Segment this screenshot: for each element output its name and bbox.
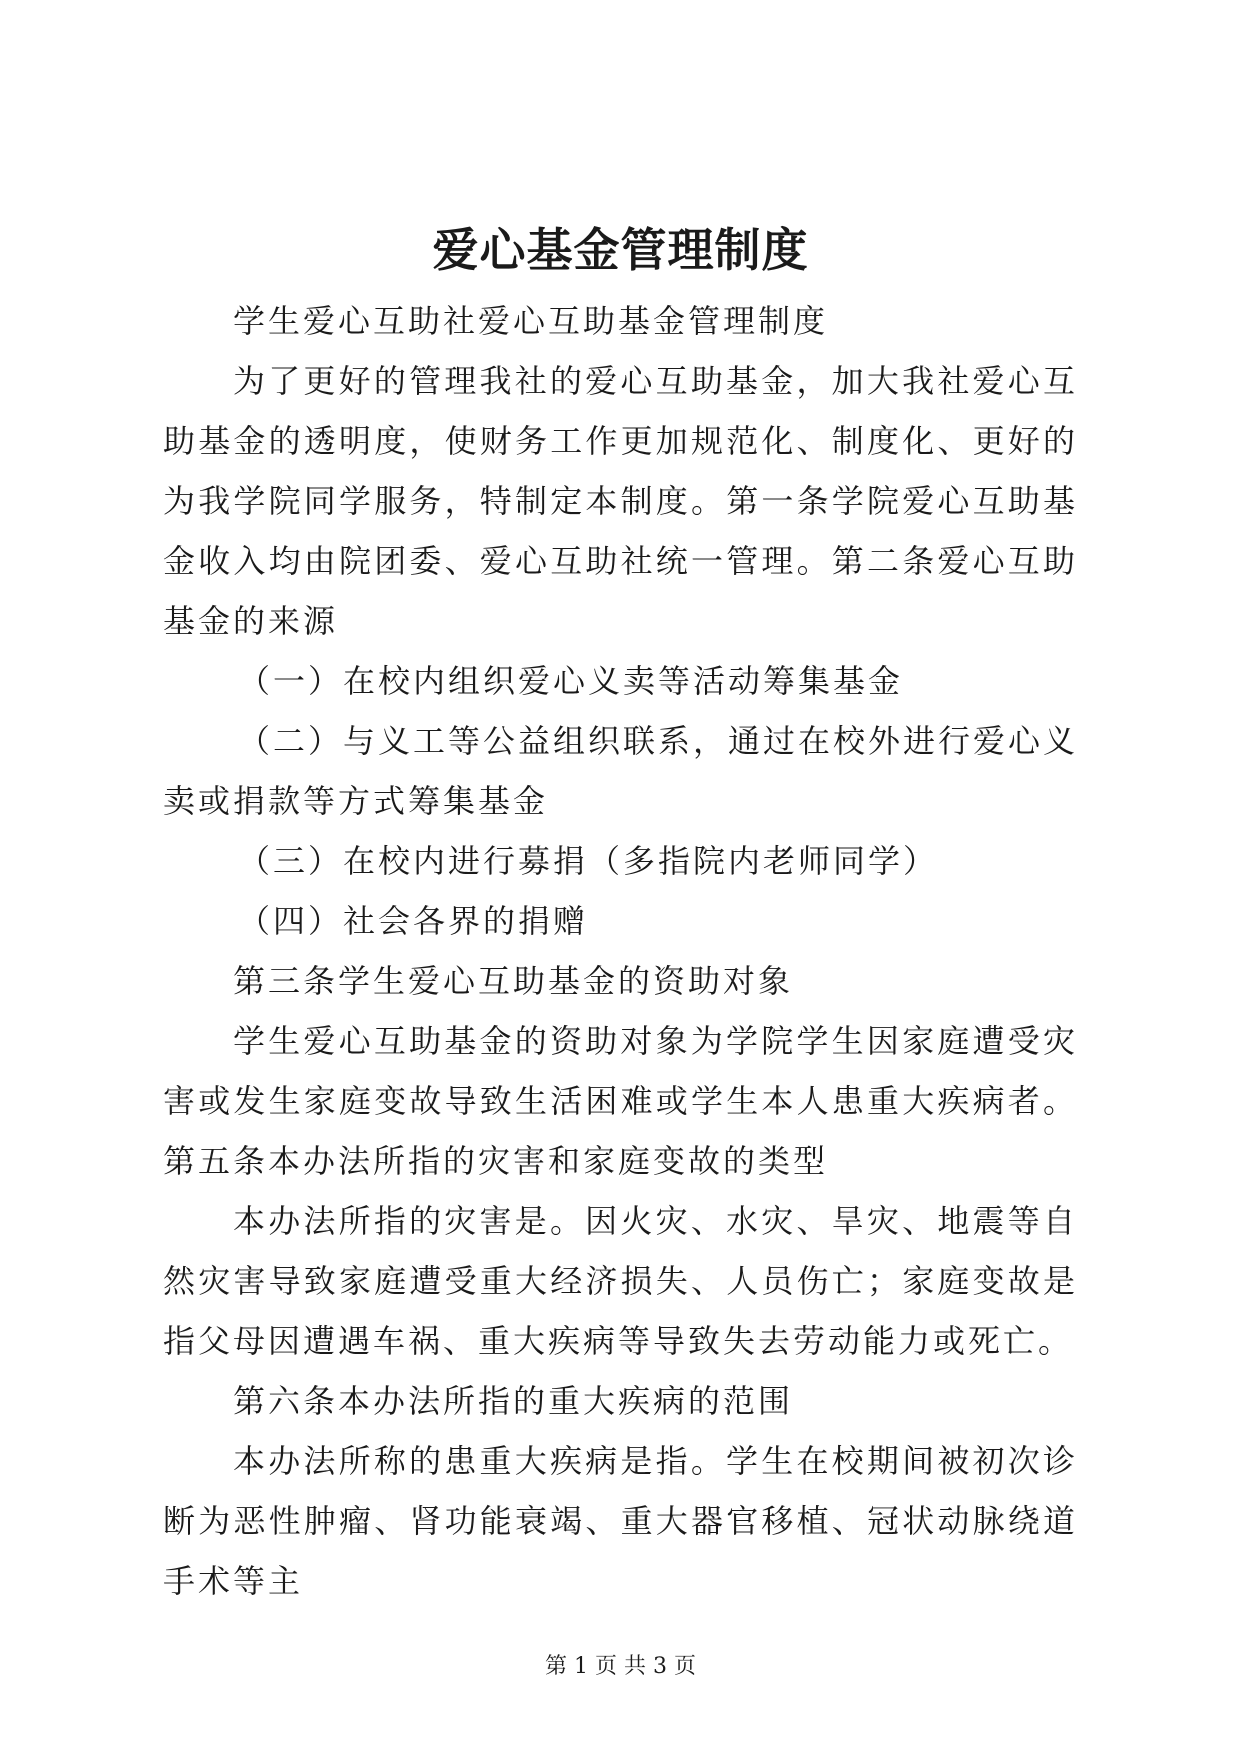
- paragraph-recipients: 学生爱心互助基金的资助对象为学院学生因家庭遭受灾害或发生家庭变故导致生活困难或学生本人患重大疾病者。第五条本办法所指的灾害和家庭变故的类型: [163, 1022, 1078, 1180]
- page-number: 第 1 页 共 3 页: [545, 1654, 696, 1679]
- paragraph-source-4: （四）社会各界的捐赠: [238, 902, 589, 940]
- paragraph-disaster-definition: 本办法所指的灾害是。因火灾、水灾、旱灾、地震等自然灾害导致家庭遭受重大经济损失、人员伤亡；家庭变故是指父母因遭遇车祸、重大疾病等导致失去劳动能力或死亡。: [163, 1202, 1078, 1360]
- paragraph-source-2: （二）与义工等公益组织联系，通过在校外进行爱心义卖或捐款等方式筹集基金: [163, 722, 1079, 820]
- paragraph-subtitle: 学生爱心互助社爱心互助基金管理制度: [233, 302, 829, 340]
- paragraph-article-6: 第六条本办法所指的重大疾病的范围: [233, 1382, 794, 1420]
- paragraph-source-3: （三）在校内进行募捐（多指院内老师同学）: [238, 842, 939, 880]
- paragraph-illness-definition: 本办法所称的患重大疾病是指。学生在校期间被初次诊断为恶性肿瘤、肾功能衰竭、重大器官移植、冠状动脉绕道手术等主: [163, 1442, 1078, 1600]
- paragraph-article-3: 第三条学生爱心互助基金的资助对象: [233, 962, 794, 1000]
- document-title: 爱心基金管理制度: [432, 223, 809, 277]
- document-body: [163, 291, 1078, 1611]
- paragraph-source-1: （一）在校内组织爱心义卖等活动筹集基金: [238, 662, 904, 700]
- paragraph-intro: 为了更好的管理我社的爱心互助基金，加大我社爱心互助基金的透明度，使财务工作更加规范化、制度化、更好的为我学院同学服务，特制定本制度。第一条学院爱心互助基金收入均由院团委、爱心互助社统一管理。第二条爱心互助基金的来源: [163, 362, 1078, 640]
